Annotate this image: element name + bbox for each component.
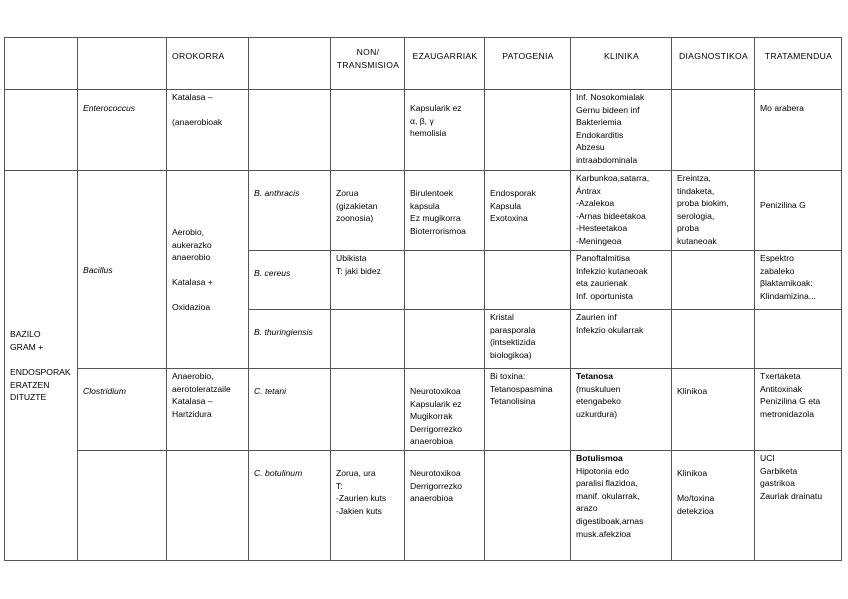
tratamendua-cell: UCI Garbiketa gastrikoa Zauriak drainatu	[755, 451, 842, 561]
header-cell	[249, 38, 331, 90]
table-row-b-anthracis	[5, 171, 842, 251]
genus-clostridium: Clostridium	[78, 369, 167, 451]
bacteria-table	[4, 37, 842, 561]
empty-cell	[405, 310, 485, 369]
species-b-cereus: B. cereus	[249, 251, 331, 310]
empty-cell	[672, 251, 755, 310]
non-cell: Zorua, ura T: -Zaurien kuts -Jakien kuts	[331, 451, 405, 561]
header-non-transmisioa: NON/ TRANSMISIOA	[331, 38, 405, 90]
empty-cell	[167, 451, 249, 561]
orokorra-cell: Katalasa – (anaerobioak	[167, 90, 249, 171]
empty-cell	[5, 90, 78, 171]
orokorra-cell: Aerobio, aukerazko anaerobio Katalasa + Oxidazioa	[167, 171, 249, 369]
ezaugarriak-cell: Neurotoxikoa Derrigorrezko anaerobioa	[405, 451, 485, 561]
klinika-title: Tetanosa	[576, 371, 614, 381]
klinika-cell	[571, 451, 672, 561]
header-orokorra: OROKORRA	[167, 38, 249, 90]
empty-cell	[249, 90, 331, 171]
genus-bacillus: Bacillus	[78, 171, 167, 369]
ezaugarriak-cell: Kapsularik ez α, β, γ hemolisia	[405, 90, 485, 171]
header-diagnostikoa: DIAGNOSTIKOA	[672, 38, 755, 90]
species-b-thuringiensis: B. thuringiensis	[249, 310, 331, 369]
header-cell	[78, 38, 167, 90]
empty-cell	[331, 310, 405, 369]
klinika-cell: Zaurien inf Infekzio okularrak	[571, 310, 672, 369]
klinika-title: Botulismoa	[576, 453, 623, 463]
empty-cell	[485, 90, 571, 171]
orokorra-cell: Anaerobio, aerotoleratzaile Katalasa – Hartzidura	[167, 369, 249, 451]
header-row	[5, 38, 842, 90]
header-ezaugarriak: EZAUGARRIAK	[405, 38, 485, 90]
empty-cell	[331, 90, 405, 171]
tratamendua-cell: Espektro zabaleko βlaktamikoak: Klindamizina...	[755, 251, 842, 310]
tratamendua-cell: Txertaketa Antitoxinak Penizilina G eta metronidazola	[755, 369, 842, 451]
patogenia-cell: Kristal parasporala (intsektizida biologikoa)	[485, 310, 571, 369]
klinika-cell: Inf. Nosokomialak Gernu bideen inf Bakteriemia Endokarditis Abzesu intraabdominala	[571, 90, 672, 171]
diagnostikoa-cell: Klinikoa	[672, 369, 755, 451]
empty-cell	[672, 90, 755, 171]
table-row-c-tetani	[5, 369, 842, 451]
empty-cell	[672, 310, 755, 369]
ezaugarriak-cell: Birulentoek kapsula Ez mugikorra Bioterrorismoa	[405, 171, 485, 251]
tratamendua-cell: Mo arabera	[755, 90, 842, 171]
patogenia-cell: Bi toxina: Tetanospasmina Tetanolisina	[485, 369, 571, 451]
header-cell	[5, 38, 78, 90]
klinika-text: Hipotonia edo paralisi flazidoa, manif. okularrak, arazo digestiboak,arnas musk.afekzioa	[576, 465, 644, 539]
empty-cell	[405, 251, 485, 310]
empty-cell	[485, 451, 571, 561]
empty-cell	[331, 369, 405, 451]
empty-cell	[755, 310, 842, 369]
genus-enterococcus: Enterococcus	[78, 90, 167, 171]
header-klinika: KLINIKA	[571, 38, 672, 90]
empty-cell	[485, 251, 571, 310]
patogenia-cell: Endosporak Kapsula Exotoxina	[485, 171, 571, 251]
ezaugarriak-cell: Neurotoxikoa Kapsularik ez Mugikorrak Derrigorrezko anaerobioa	[405, 369, 485, 451]
klinika-cell: Karbunkoa,satarra, Ántrax -Azalekoa -Arnas bideetakoa -Hesteetakoa -Meningeoa	[571, 171, 672, 251]
diagnostikoa-cell: Klinikoa Mo/toxina detekzioa	[672, 451, 755, 561]
klinika-text: (muskuluen etengabeko uzkurdura)	[576, 383, 621, 419]
diagnostikoa-cell: Ereintza, tindaketa, proba biokim, serologia, proba kutaneoak	[672, 171, 755, 251]
species-b-anthracis: B. anthracis	[249, 171, 331, 251]
group-label: BAZILO GRAM + ENDOSPORAK ERATZEN DITUZTE	[5, 171, 78, 561]
empty-cell	[78, 451, 167, 561]
table-row-c-botulinum	[5, 451, 842, 561]
non-cell: Zorua (gizakietan zoonosia)	[331, 171, 405, 251]
klinika-cell	[571, 369, 672, 451]
tratamendua-cell: Penizilina G	[755, 171, 842, 251]
klinika-cell: Panoftalmitisa Infekzio kutaneoak eta zaurienak Inf. oportunista	[571, 251, 672, 310]
header-patogenia: PATOGENIA	[485, 38, 571, 90]
species-c-tetani: C. tetani	[249, 369, 331, 451]
table-row-enterococcus	[5, 90, 842, 171]
non-cell: Ubikista T: jaki bidez	[331, 251, 405, 310]
species-c-botulinum: C. botulinum	[249, 451, 331, 561]
header-tratamendua: TRATAMENDUA	[755, 38, 842, 90]
